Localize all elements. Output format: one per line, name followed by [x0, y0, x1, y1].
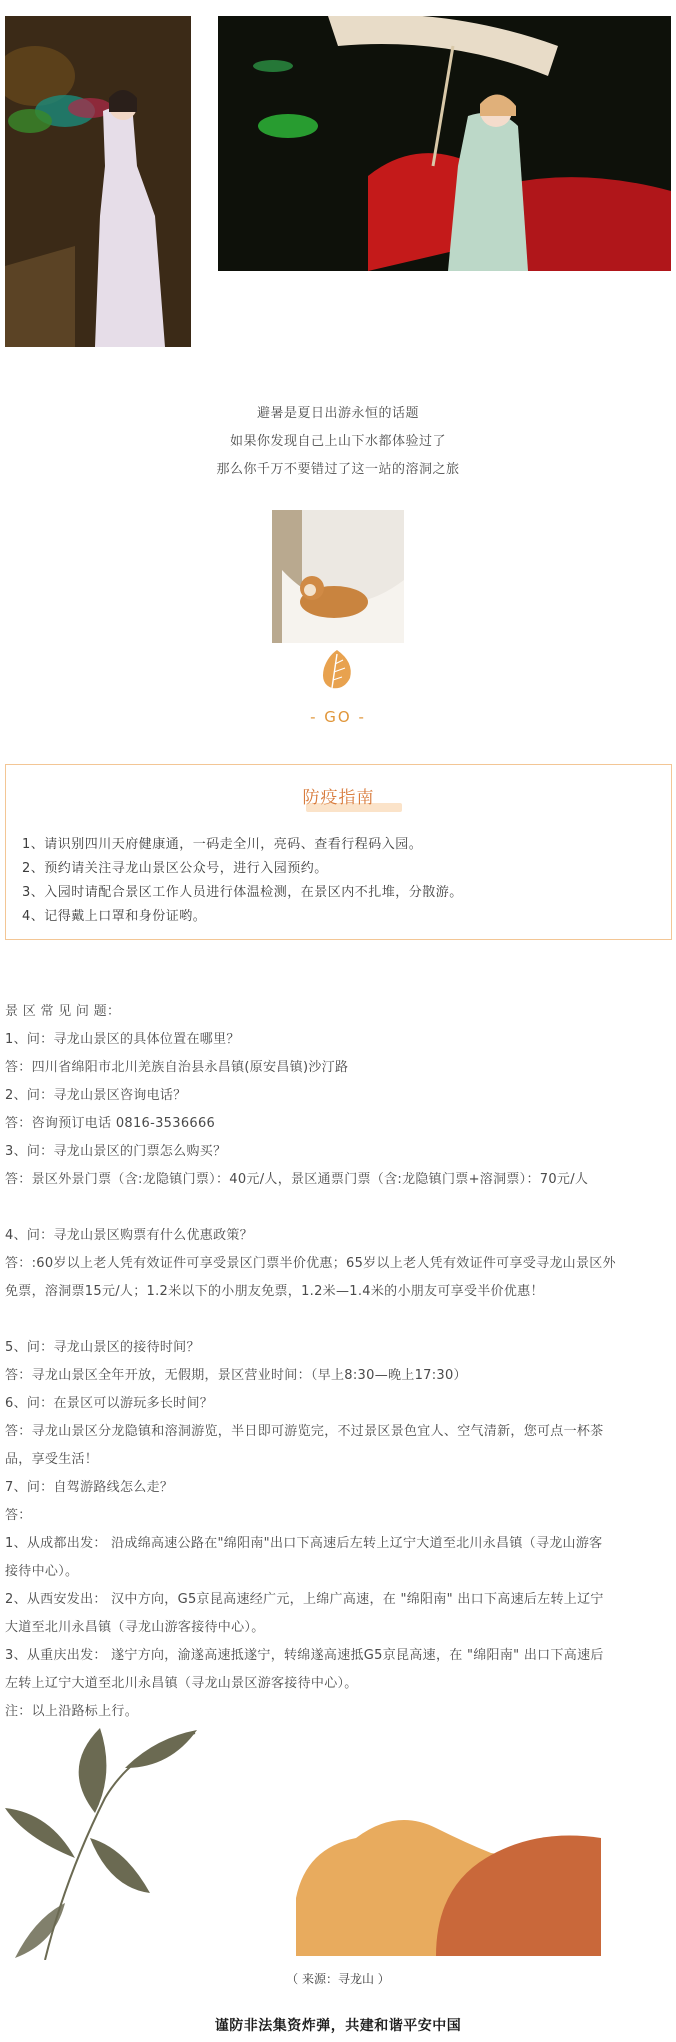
faq-line: 1、问：寻龙山景区的具体位置在哪里？: [5, 1032, 240, 1047]
leaf-branch-illustration: [5, 1728, 200, 1960]
faq-line: 答：寻龙山景区分龙隐镇和溶洞游览，半日即可游览完，不过景区景色宜人、空气清新，您可点一杯茶: [5, 1424, 604, 1439]
faq-line: 7、问：自驾游路线怎么走？: [5, 1480, 174, 1495]
woman-in-cave-photo: [5, 16, 191, 347]
guide-title: 防疫指南: [302, 788, 375, 808]
source-caption: （ 来源：寻龙山 ）: [286, 1972, 390, 1986]
intro-line-3: 那么你千万不要错过了这一站的溶洞之旅: [216, 462, 460, 477]
faq-line: 6、问：在景区可以游玩多长时间？: [5, 1396, 214, 1411]
leaf-icon: [318, 648, 356, 692]
intro-line-2: 如果你发现自己上山下水都体验过了: [229, 434, 446, 449]
faq-heading: 景 区 常 见 问 题：: [5, 1004, 121, 1019]
footer-slogan: 谨防非法集资炸弹，共建和谐平安中国: [214, 2018, 462, 2034]
dog-in-hammock-photo: [272, 510, 404, 643]
guide-item-2: 2、预约请关注寻龙山景区公众号，进行入园预约。: [22, 861, 328, 876]
faq-line: 左转上辽宁大道至北川永昌镇（寻龙山景区游客接待中心）。: [5, 1676, 358, 1691]
faq-line: 5、问：寻龙山景区的接待时间？: [5, 1340, 200, 1355]
faq-line: 答：:60岁以上老人凭有效证件可享受景区门票半价优惠；65岁以上老人凭有效证件可享受寻龙山景区外: [5, 1256, 616, 1271]
faq-line: 1、从成都出发： 沿成绵高速公路在"绵阳南"出口下高速后左转上辽宁大道至北川永昌镇（寻龙山游客: [5, 1536, 603, 1551]
faq-line: 品，享受生活！: [5, 1452, 99, 1467]
dog-in-hammock-illustration: [272, 510, 404, 643]
faq-line: 答：咨询预订电话 0816-3536666: [5, 1116, 216, 1131]
faq-line: 3、问：寻龙山景区的门票怎么购买？: [5, 1144, 227, 1159]
intro-line-1: 避暑是夏日出游永恒的话题: [256, 406, 419, 421]
faq-line: 答：: [5, 1508, 32, 1523]
woman-with-parasol-photo: [218, 16, 671, 271]
faq-line: 答：景区外景门票（含:龙隐镇门票）：40元/人，景区通票门票（含:龙隐镇门票+溶洞票）：70元/人: [5, 1172, 589, 1187]
woman-with-parasol-illustration: [218, 16, 671, 271]
faq-line: 免票，溶洞票15元/人；1.2米以下的小朋友免票，1.2米—1.4米的小朋友可享受半价优惠！: [5, 1284, 544, 1299]
hills-illustration: [296, 1808, 601, 1956]
epidemic-guide-box: [5, 764, 672, 940]
faq-line: 答：四川省绵阳市北川羌族自治县永昌镇(原安昌镇)沙汀路: [5, 1060, 349, 1075]
faq-line: 注：以上沿路标上行。: [5, 1704, 139, 1719]
guide-item-1: 1、请识别四川天府健康通，一码走全川，亮码、查看行程码入园。: [22, 837, 423, 852]
faq-line: 3、从重庆出发： 遂宁方向，渝遂高速抵遂宁，转绵遂高速抵G5京昆高速，在 "绵阳南" 出口下高速后: [5, 1648, 604, 1663]
faq-line: 答：寻龙山景区全年开放，无假期，景区营业时间：（早上8:30—晚上17:30）: [5, 1368, 467, 1383]
faq-line: 2、从西安发出： 汉中方向，G5京昆高速经广元，上绵广高速，在 "绵阳南" 出口下高速后左转上辽宁: [5, 1592, 604, 1607]
guide-item-3: 3、入园时请配合景区工作人员进行体温检测，在景区内不扎堆，分散游。: [22, 885, 463, 900]
faq-line: 2、问：寻龙山景区咨询电话？: [5, 1088, 187, 1103]
woman-in-cave-illustration: [5, 16, 191, 347]
go-label: - GO -: [310, 708, 366, 726]
guide-item-4: 4、记得戴上口罩和身份证哟。: [22, 909, 207, 924]
faq-line: 接待中心）。: [5, 1564, 79, 1579]
faq-line: 4、问：寻龙山景区购票有什么优惠政策？: [5, 1228, 253, 1243]
faq-line: 大道至北川永昌镇（寻龙山游客接待中心）。: [5, 1620, 265, 1635]
